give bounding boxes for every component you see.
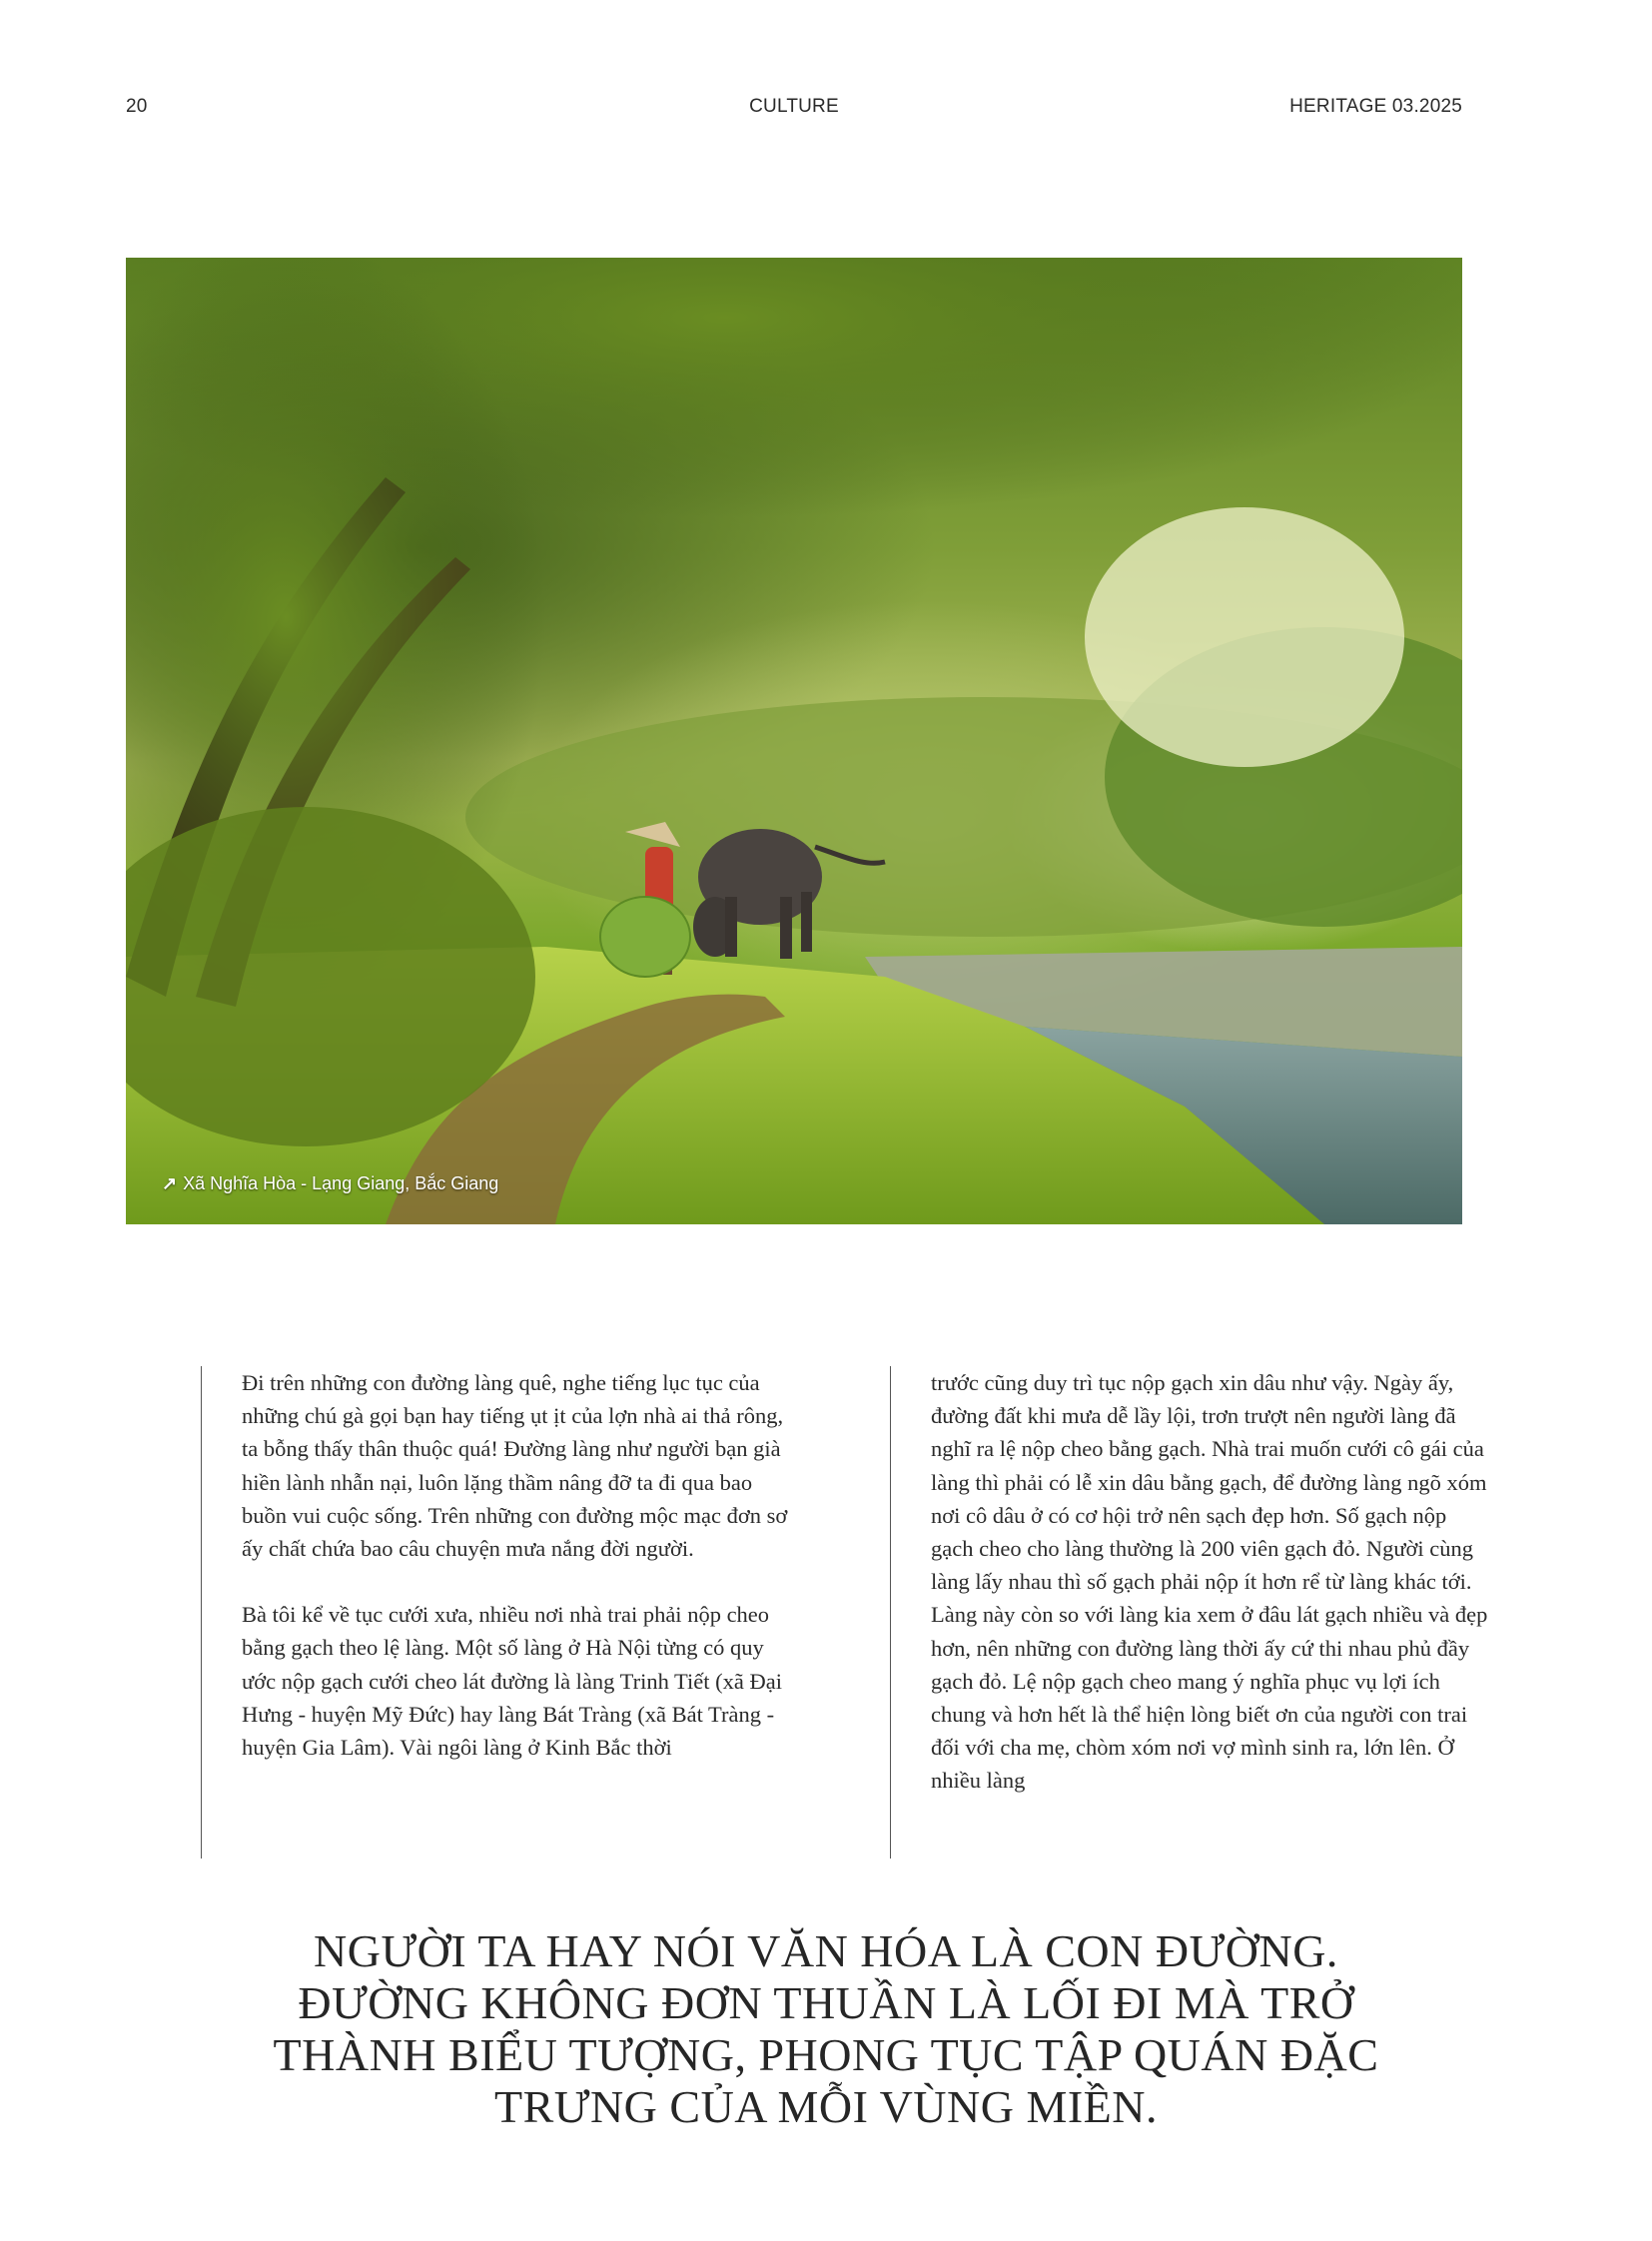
running-header: [126, 96, 1462, 126]
section-title: CULTURE: [749, 96, 839, 117]
article-column-left: [201, 1366, 801, 1859]
photo-illustration: [126, 258, 1462, 1224]
page-number: 20: [126, 96, 148, 117]
issue-label: HERITAGE 03.2025: [1289, 96, 1462, 117]
article-paragraph: Bà tôi kể về tục cưới xưa, nhiều nơi nhà trai phải nộp cheo bằng gạch theo lệ làng. Một số làng ở Hà Nội từng có quy ước nộp gạch cưới cheo lát đường là làng Trinh Tiết (xã Đại Hưng - huyện Mỹ Đức) hay làng Bát Tràng (xã Bát Tràng - huyện Gia Lâm). Vài ngôi làng ở Kinh Bắc thời: [242, 1602, 782, 1761]
photo-caption-text: Xã Nghĩa Hòa - Lạng Giang, Bắc Giang: [183, 1173, 499, 1193]
article-paragraph: trước cũng duy trì tục nộp gạch xin dâu như vậy. Ngày ấy, đường đất khi mưa dễ lầy lội, trơn trượt nên người làng đã nghĩ ra lệ nộp cheo bằng gạch. Nhà trai muốn cưới cô gái của làng thì phải có lễ xin dâu bằng gạch, để đường làng ngõ xóm nơi cô dâu ở có cơ hội trở nên sạch đẹp hơn. Số gạch nộp gạch cheo cho làng thường là 200 viên gạch đỏ. Người cùng làng lấy nhau thì số gạch phải nộp ít hơn rể từ làng khác tới. Làng này còn so với làng kia xem ở đâu lát gạch nhiều và đẹp hơn, nên những con đường làng thời ấy cứ thi nhau phủ đầy gạch đỏ. Lệ nộp gạch cheo mang ý nghĩa phục vụ lợi ích chung và hơn hết là thể hiện lòng biết ơn của người con trai đối với cha mẹ, chòm xóm nơi vợ mình sinh ra, lớn lên. Ở nhiều làng: [931, 1370, 1488, 1794]
pull-quote: NGƯỜI TA HAY NÓI VĂN HÓA LÀ CON ĐƯỜNG. ĐƯỜNG KHÔNG ĐƠN THUẦN LÀ LỐI ĐI MÀ TRỞ THÀNH BIỂU TƯỢNG, PHONG TỤC TẬP QUÁN ĐẶC TRƯNG CỦA MỖI VÙNG MIỀN.: [273, 1925, 1379, 2132]
feature-photo: [126, 258, 1462, 1224]
sun-haze: [1085, 507, 1404, 767]
article-column-right: [890, 1366, 1490, 1859]
article-paragraph: Đi trên những con đường làng quê, nghe tiếng lục tục của những chú gà gọi bạn hay tiếng ụt ịt của lợn nhà ai thả rông, ta bỗng thấy thân thuộc quá! Đường làng như người bạn già hiền lành nhẫn nại, luôn lặng thầm nâng đỡ ta đi qua bao buồn vui cuộc sống. Trên những con đường mộc mạc đơn sơ ấy chất chứa bao câu chuyện mưa nắng đời người.: [242, 1370, 788, 1562]
photo-caption: [162, 1173, 498, 1194]
arrow-up-right-icon: ↗: [162, 1173, 178, 1193]
